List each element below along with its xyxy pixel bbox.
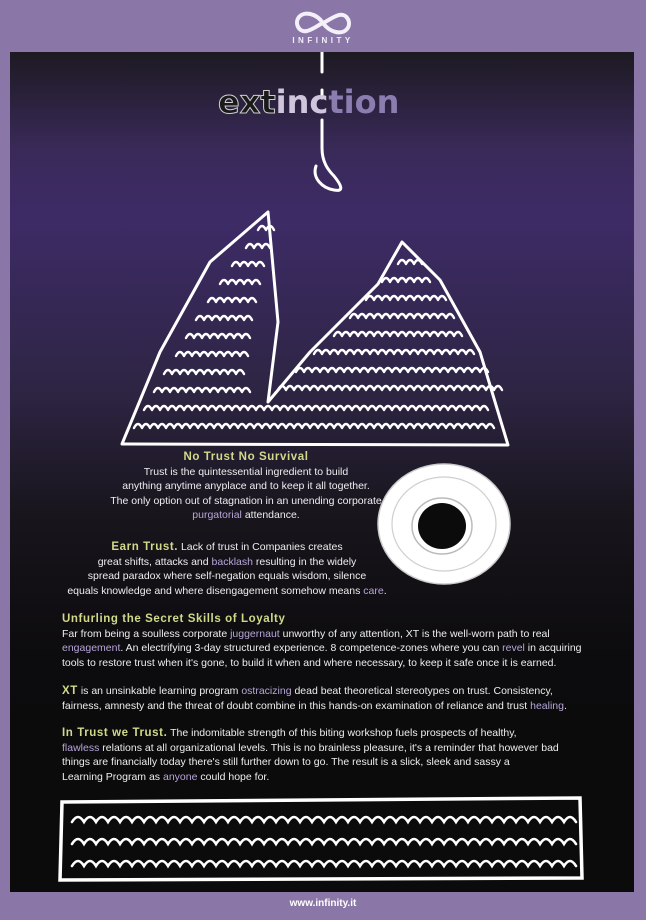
lifebuoy-ring-drawing xyxy=(378,464,510,584)
section-line xyxy=(62,641,622,656)
website-link[interactable]: www.infinity.it xyxy=(289,898,357,909)
text-run: Lack of trust in Companies creates xyxy=(178,541,343,553)
highlight-word: purgatorial xyxy=(192,509,242,521)
header xyxy=(0,0,646,52)
highlight-word: juggernaut xyxy=(230,627,280,640)
text-run: dead beat theoretical stereotypes on trust. Consistency, xyxy=(291,685,553,697)
text-run: The only option out of stagnation in an unending corporate xyxy=(110,494,382,507)
infinity-icon xyxy=(290,8,356,38)
section-line xyxy=(106,450,386,465)
text-run: Trust is the quintessential ingredient to build xyxy=(143,465,349,478)
section-no-trust-no-survival xyxy=(106,450,386,523)
text-run: tools to restore trust when it's gone, to build it when and where necessary, to keep it safe once it is earned. xyxy=(62,656,557,669)
text-run: relations at all organizational levels. This is no brainless pleasure, it's a reminder that however bad xyxy=(99,741,559,754)
title-part-2: inc xyxy=(275,83,329,121)
text-run: anything anytime anyplace and to keep it all together. xyxy=(122,480,370,492)
section-line xyxy=(64,569,390,584)
section-line xyxy=(62,627,622,642)
section-line xyxy=(62,726,622,741)
poster xyxy=(10,52,634,892)
section-line xyxy=(62,612,622,627)
title-part-1: ext xyxy=(218,83,276,121)
section-line xyxy=(64,584,390,599)
poster-title xyxy=(218,82,438,122)
section-line xyxy=(62,741,622,756)
text-run: The indomitable strength of this biting workshop fuels prospects of healthy, xyxy=(167,727,517,739)
section-xt xyxy=(62,684,622,713)
section-line xyxy=(62,699,622,714)
text-run: Far from being a soulless corporate xyxy=(62,627,231,640)
section-line xyxy=(62,684,622,699)
section-line xyxy=(62,770,622,785)
section-heading: No Trust No Survival xyxy=(183,451,309,463)
text-run: unworthy of any attention, XT is the well-worn path to real xyxy=(279,627,550,640)
text-run: attendance. xyxy=(241,509,300,521)
highlight-word: flawless xyxy=(62,741,100,754)
text-run: could hope for. xyxy=(197,770,270,783)
text-run: . xyxy=(383,584,387,597)
highlight-word: healing xyxy=(530,699,564,712)
section-line xyxy=(106,508,386,523)
section-earn-trust xyxy=(64,540,390,598)
section-heading: In Trust we Trust. xyxy=(62,727,168,739)
section-line xyxy=(64,555,390,570)
section-line xyxy=(62,755,622,770)
text-run: in acquiring xyxy=(524,642,582,654)
brand-name: INFINITY xyxy=(292,36,354,45)
highlight-word: anyone xyxy=(162,770,198,783)
section-in-trust-we-trust xyxy=(62,726,622,784)
section-heading: Unfurling the Secret Skills of Loyalty xyxy=(62,613,286,625)
text-run: resulting in the widely xyxy=(252,555,357,568)
iceberg-mountains-drawing xyxy=(122,212,508,445)
section-line xyxy=(62,656,622,671)
section-line xyxy=(106,465,386,480)
text-run: Learning Program as xyxy=(62,770,163,783)
highlight-word: ostracizing xyxy=(241,685,292,697)
text-run: is an unsinkable learning program xyxy=(77,685,242,697)
section-line xyxy=(64,540,390,555)
section-line xyxy=(106,479,386,494)
text-run: . An electrifying 3-day structured experience. 8 competence-zones where you can xyxy=(120,642,503,654)
text-run: things are financially today there's still further down to go. The result is a slick, sleek and sassy a xyxy=(62,756,510,768)
title-part-3: tion xyxy=(328,83,400,121)
section-line xyxy=(106,494,386,509)
section-heading: XT xyxy=(62,685,78,697)
text-run: spread paradox where self-negation equals wisdom, silence xyxy=(87,570,367,582)
waves-box-drawing xyxy=(60,798,582,880)
text-run: equals knowledge and where disengagement somehow means xyxy=(67,584,364,597)
highlight-word: backlash xyxy=(211,555,253,568)
text-run: fairness, amnesty and the threat of doubt combine in this hands-on examination of reliance and trust xyxy=(62,699,531,712)
section-unfurling-loyalty xyxy=(62,612,622,670)
highlight-word: care xyxy=(363,584,384,597)
highlight-word: revel xyxy=(502,642,525,654)
section-heading: Earn Trust. xyxy=(111,541,179,553)
highlight-word: engagement xyxy=(62,642,121,654)
text-run: . xyxy=(563,699,567,712)
text-run: great shifts, attacks and xyxy=(97,555,212,568)
